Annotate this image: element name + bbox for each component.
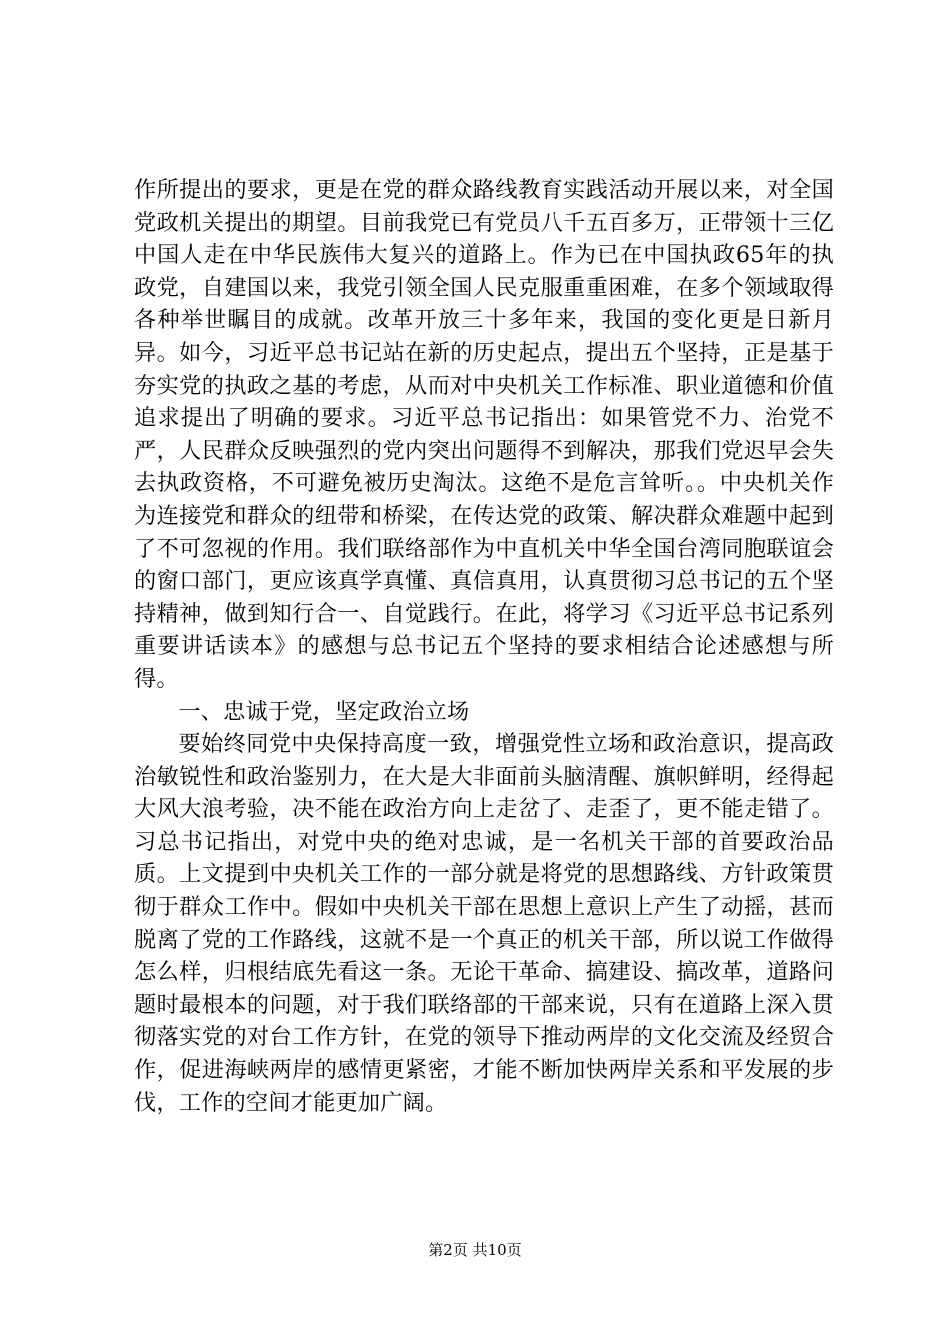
paragraph-section-body: 要始终同党中央保持高度一致，增强党性立场和政治意识，提高政治敏锐性和政治鉴别力，在大是大非面前头脑清醒、旗帜鲜明，经得起大风大浪考验，决不能在政治方向上走岔了、走歪了，更不能走错了。习总书记指出，对党中央的绝对忠诚，是一名机关干部的首要政治品质。上文提到中央机关工作的一部分就是将党的思想路线、方针政策贯彻于群众工作中。假如中央机关干部在思想上意识上产生了动摇，甚而脱离了党的工作路线，这就不是一个真正的机关干部，所以说工作做得怎么样，归根结底先看这一条。无论干革命、搞建设、搞改革，道路问题时最根本的问题，对于我们联络部的干部来说，只有在道路上深入贯彻落实党的对台工作方针，在党的领导下推动两岸的文化交流及经贸合作，促进海峡两岸的感情更紧密，才能不断加快两岸关系和平发展的步伐，工作的空间才能更加广阔。 (134, 731, 834, 1116)
document-body (134, 174, 834, 1119)
page-footer (0, 1240, 950, 1260)
paragraph-continuation: 作所提出的要求，更是在党的群众路线教育实践活动开展以来，对全国党政机关提出的期望。目前我党已有党员八千五百多万，正带领十三亿中国人走在中华民族伟大复兴的道路上。作为已在中国执政65年的执政党，自建国以来，我党引领全国人民克服重重困难，在多个领域取得各种举世瞩目的成就。改革开放三十多年来，我国的变化更是日新月异。如今，习近平总书记站在新的历史起点，提出五个坚持，正是基于夯实党的执政之基的考虑，从而对中央机关工作标准、职业道德和价值追求提出了明确的要求。习近平总书记指出：如果管党不力、治党不严，人民群众反映强烈的党内突出问题得不到解决，那我们党迟早会失去执政资格，不可避免被历史淘汰。这绝不是危言耸听。。中央机关作为连接党和群众的纽带和桥梁，在传达党的政策、解决群众难题中起到了不可忽视的作用。我们联络部作为中直机关中华全国台湾同胞联谊会的窗口部门，更应该真学真懂、真信真用，认真贯彻习总书记的五个坚持精神，做到知行合一、自觉践行。在此，将学习《习近平总书记系列重要讲话读本》的感想与总书记五个坚持的要求相结合论述感想与所得。 (134, 177, 834, 692)
section-heading: 一、忠诚于党，坚定政治立场 (178, 698, 470, 725)
page-total: 共10页 (472, 1241, 522, 1259)
page-number: 第2页 (428, 1241, 468, 1259)
